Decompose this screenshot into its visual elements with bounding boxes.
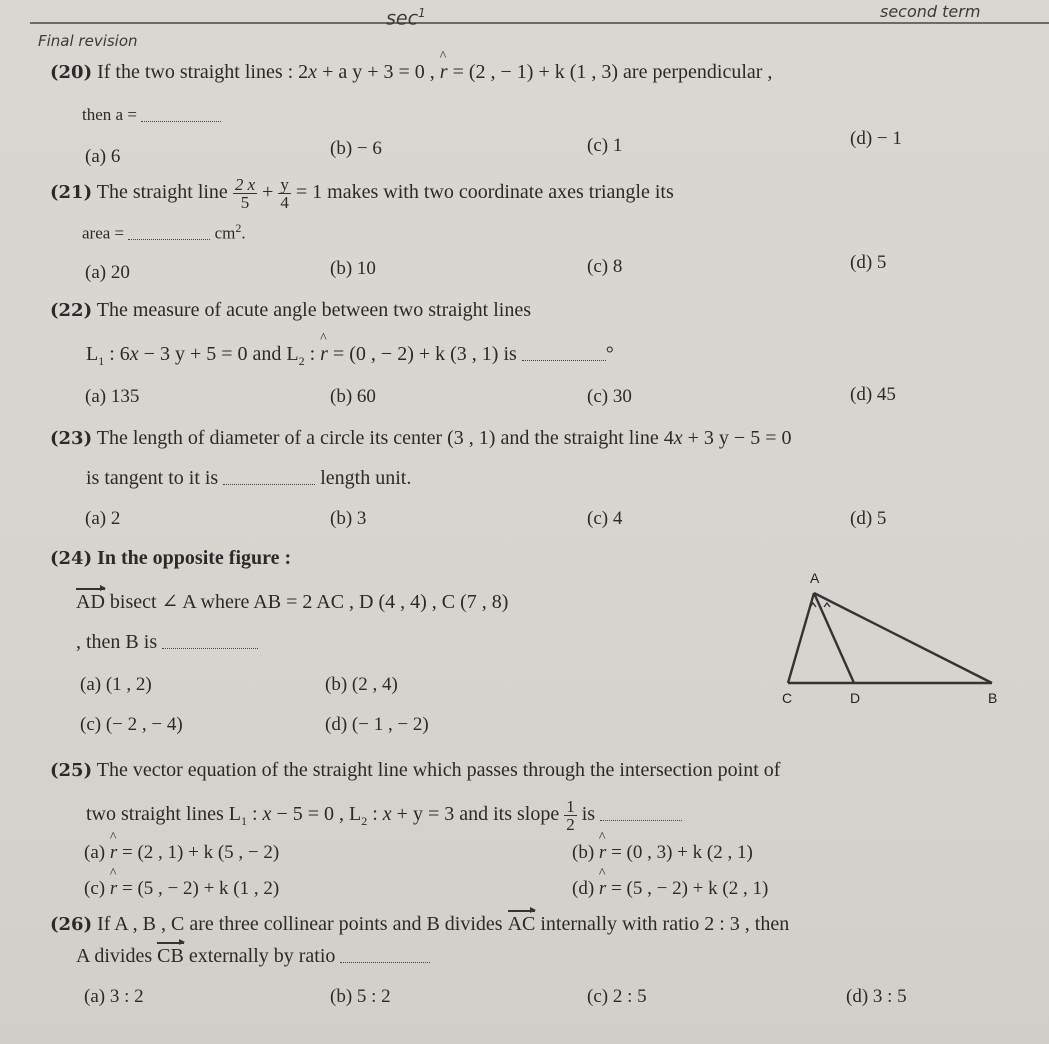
answer-blank: [522, 350, 606, 361]
q24-option-c[interactable]: (c) (− 2 , − 4): [80, 714, 183, 735]
q22-option-b[interactable]: (b) 60: [330, 386, 376, 407]
q20-option-d[interactable]: (d) − 1: [850, 128, 902, 149]
question-23-line2: is tangent to it is length unit.: [86, 467, 412, 489]
answer-blank: [340, 952, 430, 963]
vector-ad: AD: [76, 591, 105, 613]
q24-option-d[interactable]: (d) (− 1 , − 2): [325, 714, 429, 735]
question-20-line2: then a =: [82, 106, 221, 123]
q22-option-d[interactable]: (d) 45: [850, 384, 896, 405]
q23-option-b[interactable]: (b) 3: [330, 508, 367, 529]
vertex-a-label: A: [810, 570, 820, 586]
q23-option-c[interactable]: (c) 4: [587, 508, 623, 529]
question-24-line2: AD bisect ∠ A where AB = 2 AC , D (4 , 4) , C (7 , 8): [76, 591, 509, 613]
q22-option-a[interactable]: (a) 135: [85, 386, 140, 407]
header-right-label: second term: [880, 2, 981, 21]
question-21-line2: area = $cm^2$.: [82, 221, 246, 243]
q25-option-c[interactable]: (c) ^ r = (5 , − 2) + k (1 , 2): [84, 878, 279, 900]
angle-mark-right: [824, 603, 830, 607]
question-20: (20) If the two straight lines : 2x + a y + 3 = 0 , ^ r = (2 , − 1) + k (1 , 3) are perpendicular ,: [50, 62, 772, 82]
question-26-line2: A divides CB externally by ratio: [76, 946, 430, 966]
question-24-line3: , then B is: [76, 632, 258, 652]
q22-option-c[interactable]: (c) 30: [587, 386, 632, 407]
q26-option-d[interactable]: (d) 3 : 5: [846, 986, 907, 1007]
q23-option-d[interactable]: (d) 5: [850, 508, 887, 529]
fraction-y-over-4: $\frac{y}{4}$: [280, 175, 289, 212]
fraction-2x-over-5: $\frac{2 x}{5}$: [234, 175, 256, 212]
vertex-c-label: C: [782, 690, 793, 706]
q23-option-a[interactable]: (a) 2: [85, 508, 121, 529]
q20-option-b[interactable]: (b) − 6: [330, 138, 382, 159]
q25-option-d[interactable]: (d) ^ r = (5 , − 2) + k (2 , 1): [572, 878, 768, 900]
header-rule: [30, 22, 1049, 24]
q26-option-a[interactable]: (a) 3 : 2: [84, 986, 144, 1007]
question-21: (21) The straight line $\frac{2 x}{5}$ + $\frac{y}{4}$ = 1 makes with two coordinate axes triangle its: [50, 175, 674, 212]
q25-option-a[interactable]: (a) ^ r = (2 , 1) + k (5 , − 2): [84, 842, 279, 864]
bisector-ad: [814, 593, 854, 683]
fraction-one-half: $\frac{1}{2}$: [566, 797, 575, 834]
answer-blank: [141, 111, 221, 122]
header-center-label: $\sec^1$: [386, 6, 426, 30]
r-hat-symbol: ^ r: [320, 344, 328, 364]
answer-blank: [162, 638, 258, 649]
header-left-label: Final revision: [38, 32, 138, 50]
q21-option-c[interactable]: (c) 8: [587, 256, 623, 277]
q26-option-c[interactable]: (c) 2 : 5: [587, 986, 647, 1007]
question-25: (25) The vector equation of the straight line which passes through the intersection point of: [50, 759, 781, 781]
r-hat-symbol: ^ r: [440, 62, 448, 82]
question-25-line2: two straight lines $L_1$ : x − 5 = 0 , $L_2$ : x + y = 3 and its slope $\frac{1}{2}$ is: [86, 798, 682, 833]
answer-blank: [600, 810, 682, 821]
vector-cb: CB: [157, 945, 184, 967]
q20-option-c[interactable]: (c) 1: [587, 135, 623, 156]
side-ab: [814, 593, 992, 683]
vertex-b-label: B: [988, 690, 998, 706]
q20-option-a[interactable]: (a) 6: [85, 146, 121, 167]
q24-option-b[interactable]: (b) (2 , 4): [325, 674, 398, 695]
q21-option-d[interactable]: (d) 5: [850, 252, 887, 273]
q21-option-b[interactable]: (b) 10: [330, 258, 376, 279]
vector-ac: AC: [507, 913, 536, 935]
question-26: (26) If A , B , C are three collinear points and B divides AC internally with ratio 2 : 3 , then: [50, 913, 790, 935]
question-22-line2: $L_1$ : 6x − 3 y + 5 = 0 and $L_2$ : ^ r = (0 , − 2) + k (3 , 1) is °: [86, 344, 614, 367]
question-22: (22) The measure of acute angle between two straight lines: [50, 299, 532, 321]
answer-blank: [223, 474, 315, 485]
triangle-figure: [770, 555, 1030, 715]
question-23: (23) The length of diameter of a circle its center (3 , 1) and the straight line 4x + 3 y − 5 = 0: [50, 427, 792, 449]
answer-blank: [128, 229, 210, 240]
q21-option-a[interactable]: (a) 20: [85, 262, 130, 283]
q24-option-a[interactable]: (a) (1 , 2): [80, 674, 152, 695]
vertex-d-label: D: [850, 690, 861, 706]
q25-option-b[interactable]: (b) ^ r = (0 , 3) + k (2 , 1): [572, 842, 753, 864]
q26-option-b[interactable]: (b) 5 : 2: [330, 986, 391, 1007]
question-24: (24) In the opposite figure :: [50, 547, 292, 569]
